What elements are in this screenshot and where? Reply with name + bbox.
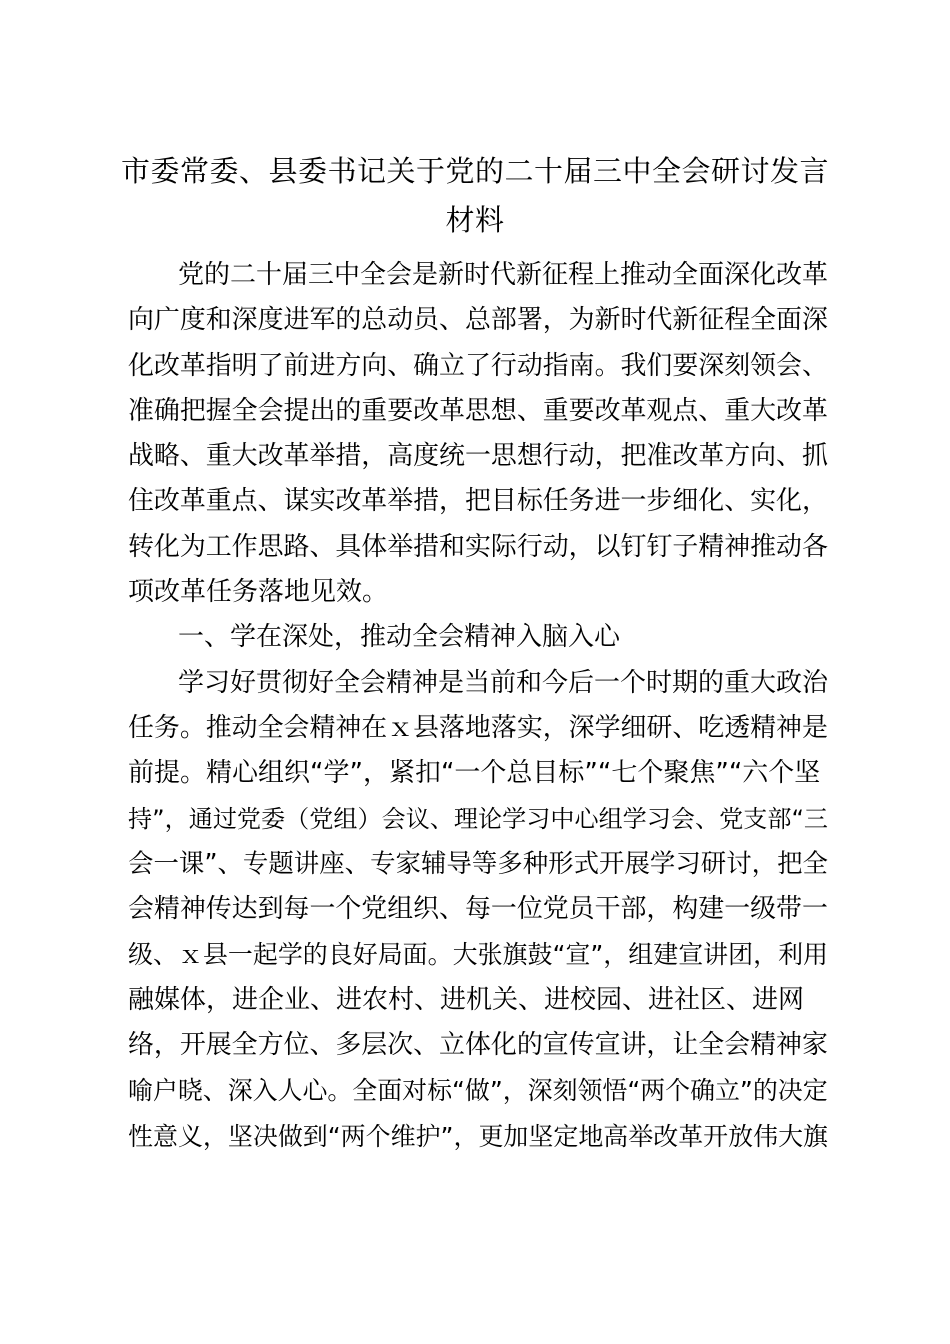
paragraph-1-line: 党的二十届三中全会是新时代新征程上推动全面深化改革 xyxy=(178,260,829,290)
section-heading-1: 一、学在深处，推动全会精神入脑入心 xyxy=(178,622,621,653)
paragraph-1-line: 战略、重大改革举措，高度统一思想行动，把准改革方向、抓 xyxy=(128,441,828,472)
paragraph-2-line: 会精神传达到每一个党组织、每一位党员干部，构建一级带一 xyxy=(128,894,828,925)
paragraph-1-line: 化改革指明了前进方向、确立了行动指南。我们要深刻领会、 xyxy=(128,350,828,381)
paragraph-2-line: 任务。推动全会精神在ｘ县落地落实，深学细研、吃透精神是 xyxy=(128,712,828,743)
paragraph-2-line: 性意义，坚决做到“两个维护”，更加坚定地高举改革开放伟大旗 xyxy=(128,1121,829,1151)
document-title-line-1: 市委常委、县委书记关于党的二十届三中全会研讨发言 xyxy=(120,154,829,188)
paragraph-1-line: 项改革任务落地见效。 xyxy=(128,577,389,608)
paragraph-1-line: 准确把握全会提出的重要改革思想、重要改革观点、重大改革 xyxy=(128,395,828,426)
paragraph-2-line: 学习好贯彻好全会精神是当前和今后一个时期的重大政治 xyxy=(178,667,829,698)
document-title-line-2: 材料 xyxy=(445,203,505,237)
paragraph-1-line: 向广度和深度进军的总动员、总部署，为新时代新征程全面深 xyxy=(128,305,828,336)
paragraph-2-line: 络，开展全方位、多层次、立体化的宣传宣讲，让全会精神家 xyxy=(128,1030,828,1061)
paragraph-2-line: 融媒体，进企业、进农村、进机关、进校园、进社区、进网 xyxy=(128,984,805,1015)
paragraph-2-line: 会一课”、专题讲座、专家辅导等多种形式开展学习研讨，把全 xyxy=(128,848,828,879)
paragraph-2-line: 喻户晓、深入人心。全面对标“做”，深刻领悟“两个确立”的决定 xyxy=(128,1076,828,1106)
paragraph-2-line: 级、ｘ县一起学的良好局面。大张旗鼓“宣”，组建宣讲团，利用 xyxy=(128,940,829,970)
paragraph-1-line: 住改革重点、谋实改革举措，把目标任务进一步细化、实化， xyxy=(128,486,828,517)
paragraph-1-line: 转化为工作思路、具体举措和实际行动，以钉钉子精神推动各 xyxy=(128,531,828,562)
document-body xyxy=(128,253,828,1159)
paragraph-2-line: 持”，通过党委（党组）会议、理论学习中心组学习会、党支部“三 xyxy=(128,804,829,833)
paragraph-2-line: 前提。精心组织“学”，紧扣“一个总目标”“七个聚焦”“六个坚 xyxy=(128,758,821,789)
